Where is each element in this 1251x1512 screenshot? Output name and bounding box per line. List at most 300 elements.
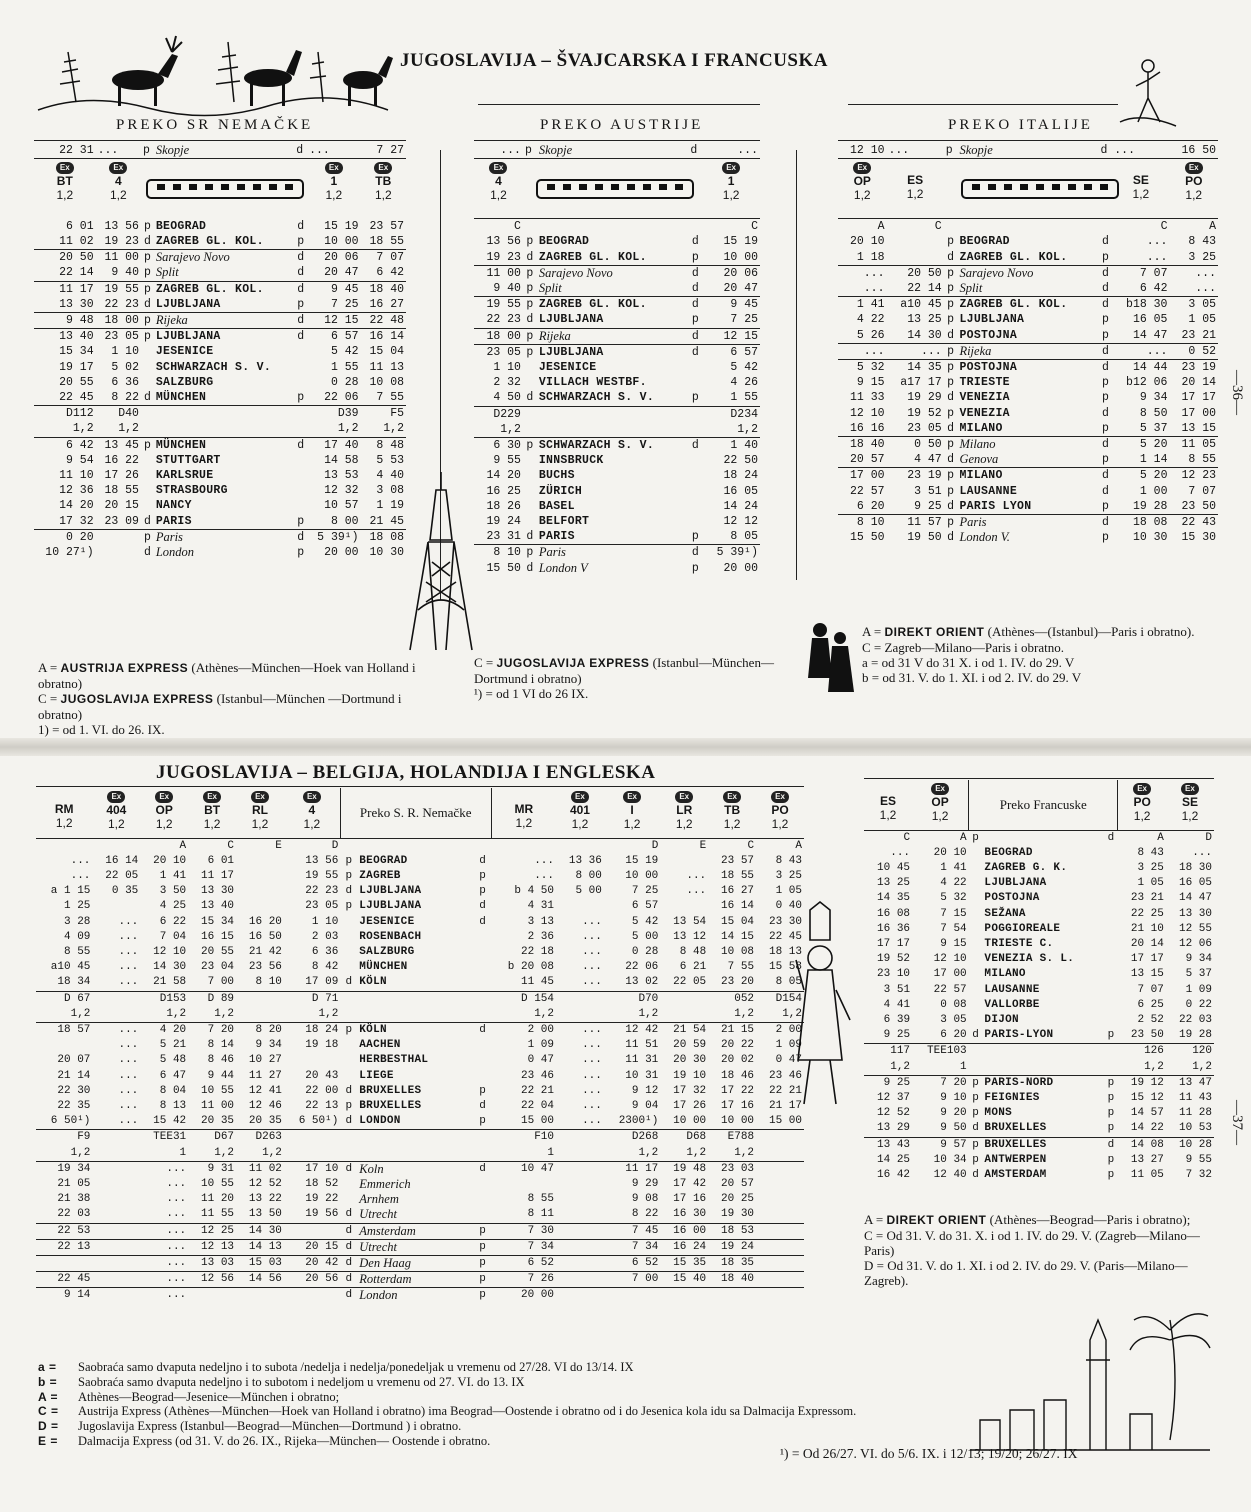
cell: 20 15: [284, 1239, 340, 1255]
cell: ...: [118, 1069, 139, 1082]
cell: 4 41: [883, 998, 911, 1011]
cell: [523, 453, 537, 468]
cell: ZAGREB G. K.: [984, 861, 1068, 874]
cell: 7 07: [1137, 983, 1164, 996]
cell: d: [972, 1122, 979, 1135]
cell: 12 36: [59, 484, 94, 498]
cell: p: [1104, 1075, 1118, 1091]
cell: [357, 1130, 474, 1146]
cell: 1,2: [337, 422, 359, 436]
cell: 19 28: [1132, 499, 1168, 513]
cell: d: [526, 530, 534, 544]
cell: 8 00: [575, 869, 602, 882]
cell: Skopje: [959, 143, 993, 157]
cell: 052: [708, 991, 756, 1007]
cell: 17 22: [721, 1084, 755, 1097]
cell: 6 36: [111, 375, 139, 389]
table-row: [864, 922, 1214, 937]
cell: p: [523, 438, 537, 454]
cell: 6 42: [376, 266, 404, 280]
cell: d: [690, 144, 698, 157]
cell: 9 55: [493, 454, 521, 468]
express-icon: Ex: [109, 162, 127, 174]
table-row: [34, 219, 406, 234]
cell: [523, 422, 537, 438]
cell: 9 55: [1185, 1153, 1212, 1166]
cell: 2 03: [311, 930, 339, 943]
dancers-illustration: [800, 618, 860, 708]
cell: [474, 1192, 491, 1207]
cell: [141, 498, 154, 513]
cell: LIEGE: [359, 1069, 394, 1082]
cell: ANTWERPEN: [984, 1153, 1047, 1166]
footnotes: [38, 1360, 938, 1449]
cell: [236, 1288, 284, 1304]
cell: C: [708, 838, 756, 854]
cell: [294, 406, 307, 422]
cell: ...: [582, 1054, 602, 1067]
table-row: [474, 499, 760, 514]
cell: 1 41: [159, 869, 187, 882]
cell: 22 13: [36, 1239, 92, 1255]
cell: 10 08: [721, 945, 755, 958]
train-class: 1,2: [723, 817, 741, 831]
table-row: [474, 265, 760, 281]
cell: 0 40: [775, 900, 802, 913]
footnote-text: Dalmacija Express (od 31. V. do 26. IX., Rijeka—München— Oostende i obratno.: [78, 1433, 491, 1448]
cell: 14 24: [723, 499, 758, 513]
cell: [92, 1288, 140, 1304]
cell: 22 23: [486, 313, 521, 327]
eiffel-tower-illustration: [396, 470, 486, 660]
cell: [969, 967, 983, 982]
cell: [556, 1288, 604, 1304]
cell: Skopje: [538, 143, 573, 157]
cell: 21 58: [153, 976, 187, 989]
cell: 22 04: [521, 1099, 555, 1112]
cell: 1 55: [330, 360, 359, 374]
cell: 22 21: [521, 1084, 555, 1097]
cell: [236, 854, 284, 869]
cell: 0 08: [940, 998, 967, 1011]
cell: KARLSRUE: [155, 468, 214, 482]
cell: [474, 960, 491, 975]
cell: [294, 421, 307, 437]
footnote-item: [38, 1375, 938, 1390]
table-row: [36, 1239, 804, 1255]
cell: [1104, 891, 1118, 906]
table-row: [838, 484, 1218, 499]
cell: 1,2: [737, 422, 758, 436]
via-label: Preko S. R. Nemačke: [340, 788, 491, 838]
cell: p: [1107, 1029, 1115, 1042]
cell: ...: [166, 1193, 187, 1206]
cell: MÜNCHEN: [359, 961, 408, 974]
cell: 9 14: [36, 1288, 92, 1304]
cell: C: [864, 830, 912, 846]
cell: 19 30: [721, 1208, 755, 1221]
cell: 15 04: [721, 915, 755, 928]
cell: 22 06: [625, 961, 659, 974]
cell: [141, 406, 154, 422]
cell: 21 15: [708, 1022, 756, 1038]
cell: 12 10: [153, 945, 187, 958]
cell: 16 14: [721, 900, 755, 913]
timetable-body: [474, 219, 760, 576]
table-row: [36, 1255, 804, 1271]
cell: Sarajevo Novo: [537, 265, 689, 281]
cell: 10 00: [625, 869, 659, 882]
cell: p: [345, 900, 353, 913]
cell: 18 00: [474, 328, 523, 344]
cell: 1,2: [214, 1146, 235, 1159]
footnote-key: D =: [38, 1419, 59, 1434]
cell: Koln: [357, 1161, 474, 1177]
cell: 14 47: [1178, 892, 1212, 905]
train-class: 1,2: [374, 188, 392, 203]
cell: p: [479, 869, 486, 882]
cell: 23 57: [369, 219, 404, 233]
cell: p: [947, 313, 955, 327]
cell: p: [1101, 250, 1109, 264]
cell: 8 42: [311, 961, 339, 974]
cell: d: [345, 1115, 353, 1128]
hiker-illustration: [1118, 52, 1178, 132]
cell: 1 41: [838, 297, 887, 313]
cell: [688, 514, 702, 529]
cell: 15 00: [521, 1115, 555, 1128]
cell: 22 00: [305, 1084, 339, 1097]
table-row: [474, 219, 760, 235]
cell: LJUBLJANA: [359, 885, 422, 898]
cell: 20 57: [721, 1177, 755, 1190]
cell: [556, 1007, 604, 1023]
cell: VENEZIA: [959, 406, 1010, 420]
cell: p: [947, 282, 955, 296]
cell: 22 14: [59, 266, 94, 280]
train-class: 1,2: [303, 817, 321, 831]
cell: 11 00: [201, 1099, 235, 1112]
cell: 16 08: [877, 907, 911, 920]
cell: 22 48: [361, 312, 406, 328]
cell: 20 55: [59, 375, 94, 389]
section-heading-austrije: PREKO AUSTRIJE: [540, 117, 704, 133]
timetable-preko-nemacke: [34, 143, 406, 560]
cell: d: [294, 529, 307, 545]
footnote-item: [38, 1419, 938, 1434]
legend-text: (Istanbul—München—Dortmund i obratno): [474, 655, 774, 686]
cell: 9 45: [307, 281, 361, 297]
cell: 18 24: [723, 469, 758, 483]
cell: 8 55: [1188, 453, 1216, 467]
cell: 13 27: [1130, 1153, 1164, 1166]
train-code: 1: [330, 174, 338, 189]
cell: 16 27: [369, 297, 404, 311]
cell: D154: [756, 991, 804, 1007]
cell: p: [142, 144, 150, 157]
cell: [688, 422, 702, 438]
cell: D263: [236, 1130, 284, 1146]
cell: [969, 846, 983, 861]
page-title-bottom: JUGOSLAVIJA – BELGIJA, HOLANDIJA I ENGLESKA: [156, 762, 656, 783]
table-row: [36, 1069, 804, 1084]
cell: 23 05: [96, 329, 141, 345]
cell: LJUBLJANA: [155, 297, 221, 311]
cell: [357, 1146, 474, 1162]
express-icon: Ex: [771, 791, 789, 803]
cell: 18 57: [36, 1022, 92, 1038]
cell: 17 17: [1130, 953, 1164, 966]
cell: LJUBLJANA: [959, 313, 1025, 327]
legend-key: C =: [864, 1228, 884, 1243]
cell: d: [294, 281, 307, 297]
cell: 7 00: [604, 1272, 660, 1288]
cell: p: [1107, 1091, 1115, 1104]
cell: 9 08: [631, 1193, 659, 1206]
cell: [474, 1207, 491, 1223]
cell: p: [1107, 1168, 1115, 1181]
cell: [294, 375, 307, 390]
table-row: [36, 930, 804, 945]
cell: 18 55: [369, 234, 404, 248]
cell: 1 05: [775, 885, 802, 898]
cell: 5 32: [940, 892, 967, 905]
table-row: [864, 952, 1214, 967]
table-row: [474, 375, 760, 390]
cell: d: [1099, 343, 1113, 359]
cell: ZAGREB GL. KOL.: [537, 297, 689, 313]
train-class: 1,2: [515, 816, 533, 830]
cell: LJUBLJANA: [359, 900, 422, 913]
table-row: [36, 1272, 804, 1288]
cell: LAUSANNE: [959, 484, 1018, 498]
table-row: [34, 234, 406, 250]
cell: SCHWARZACH S. V.: [538, 391, 655, 405]
cell: ...: [70, 854, 91, 867]
cell: ...: [1146, 250, 1168, 264]
train-code: PO: [1133, 795, 1151, 809]
cell: [556, 838, 604, 854]
cell: 11 00: [474, 265, 523, 281]
cell: [474, 1130, 491, 1146]
table-row: [838, 297, 1218, 313]
cell: F10: [491, 1130, 556, 1146]
cell: p: [340, 1022, 357, 1038]
cell: [340, 915, 357, 930]
cell: F5: [361, 406, 406, 422]
train-code: 4: [495, 174, 502, 189]
cell: 6 01: [207, 854, 235, 867]
table-row: [34, 406, 406, 422]
table-row: [838, 375, 1218, 390]
cell: p: [944, 343, 958, 359]
cell: 7 04: [159, 930, 187, 943]
cell: 17 42: [673, 1177, 707, 1190]
cell: ...: [686, 869, 707, 882]
cell: p: [1101, 328, 1109, 342]
cell: 22 53: [36, 1223, 92, 1239]
table-row: [36, 884, 804, 899]
cell: 11 17: [604, 1161, 660, 1177]
cell: d: [143, 514, 151, 528]
table-row: [474, 438, 760, 454]
cell: 22 14: [907, 282, 942, 296]
cell: 22 23: [305, 885, 339, 898]
cell: 13 25: [877, 877, 911, 890]
cell: D153: [140, 991, 188, 1007]
cell: [660, 899, 708, 914]
cell: E788: [708, 1130, 756, 1146]
cell: Amsterdam: [357, 1223, 474, 1239]
cell: Rijeka: [154, 312, 294, 328]
cell: 2 00: [491, 1022, 556, 1038]
cell: d: [143, 390, 151, 404]
cell: 1 55: [730, 391, 758, 405]
cell: 18 08: [1112, 515, 1169, 531]
cell: p: [141, 529, 154, 545]
cell: ...: [166, 1177, 187, 1190]
legend-text: od 31 V do 31 X. i od 1. IV. do 29. V: [881, 655, 1075, 670]
cell: 6 57: [702, 344, 760, 360]
cell: d: [691, 235, 699, 249]
cell: TEE31: [140, 1130, 188, 1146]
cell: [1104, 922, 1118, 937]
cell: 22 35: [57, 1099, 91, 1112]
cell: [92, 1207, 140, 1223]
cell: d: [345, 885, 353, 898]
cell: VILLACH WESTBF.: [538, 376, 647, 390]
cell: D39: [307, 406, 361, 422]
cell: 8 10: [474, 545, 523, 561]
cell: [284, 1053, 340, 1068]
legend-item: [864, 1258, 1214, 1288]
cell: 23 03: [708, 1161, 756, 1177]
cell: [969, 907, 983, 922]
cell: 12 10: [849, 144, 885, 157]
cell: 2 36: [527, 930, 555, 943]
cell: d: [340, 1288, 357, 1304]
table-row: [34, 375, 406, 390]
cell: 10 53: [1178, 1122, 1212, 1135]
table-row: [474, 297, 760, 313]
cell: 1 14: [1139, 453, 1168, 467]
cell: 10 27: [248, 1054, 282, 1067]
cell: [604, 1288, 660, 1304]
train-code: ES: [880, 794, 897, 808]
cell: 9 10: [940, 1091, 967, 1104]
cell: 23 05: [907, 421, 942, 435]
legend-item: [862, 670, 1232, 685]
cell: p: [526, 235, 534, 249]
cell: 1,2: [166, 1007, 187, 1020]
cell: [556, 1223, 604, 1239]
cell: p: [944, 265, 958, 281]
train-code: TB: [375, 174, 392, 189]
cell: [523, 484, 537, 499]
cell: d: [1099, 360, 1113, 376]
express-icon: Ex: [203, 791, 221, 803]
legend-text: Od 31. V. do 1. XI. i od 2. IV. do 29. V. (Paris—Milano—Zagreb).: [864, 1258, 1188, 1288]
train-class: 1,2: [1181, 809, 1199, 823]
cell: [340, 1192, 357, 1207]
legend-text: od 1 VI do 26 IX.: [496, 686, 589, 701]
cell: [294, 453, 307, 468]
cell: 7 25: [730, 313, 758, 327]
express-icon: Ex: [155, 791, 173, 803]
cell: p: [523, 297, 537, 313]
cell: 20 10: [153, 854, 187, 867]
cell: 19 48: [660, 1161, 708, 1177]
cell: [1104, 937, 1118, 952]
cell: 11 05: [1169, 437, 1218, 453]
cell: ZAGREB GL. KOL.: [959, 250, 1068, 264]
cell: 4 40: [376, 468, 404, 482]
cell: p: [297, 390, 305, 404]
cell: 5 00: [575, 885, 602, 898]
cell: ZAGREB GL. KOL.: [154, 281, 294, 297]
header-row: [474, 159, 760, 219]
cell: d: [526, 391, 534, 405]
cell: [887, 250, 944, 266]
cell: 22 45: [59, 390, 94, 404]
train-class: 1,2: [906, 187, 924, 202]
cell: [756, 1288, 804, 1304]
cell: BELFORT: [538, 515, 590, 529]
cell: 18 53: [708, 1223, 756, 1239]
table-row: [36, 1022, 804, 1038]
cell: 20 30: [673, 1054, 707, 1067]
cell: 12 46: [248, 1099, 282, 1112]
cell: [491, 838, 556, 854]
cell: a17 17: [900, 376, 942, 390]
cell: 23 05: [474, 344, 523, 360]
cell: d: [479, 854, 486, 867]
cell: 1,2: [782, 1007, 802, 1020]
table-row: [474, 422, 760, 438]
cell: London V: [538, 560, 588, 575]
cell: 9 40: [493, 282, 521, 296]
cell: 18 00: [96, 312, 141, 328]
cell: 16 05: [1178, 877, 1212, 890]
table-row: [36, 1099, 804, 1114]
cell: d: [340, 1223, 357, 1239]
train-class: 1,2: [771, 817, 789, 831]
cell: 2 32: [493, 376, 521, 390]
cell: [756, 1207, 804, 1223]
cell: 20 50: [34, 250, 96, 266]
cell: SCHWARZACH S. V.: [155, 360, 272, 374]
cell: d: [1099, 515, 1113, 531]
cell: 8 50: [1139, 406, 1168, 420]
timetable-preko-austrije: [474, 143, 760, 576]
train-class: 1,2: [155, 817, 173, 831]
cell: [969, 1044, 983, 1060]
cell: 3 51: [914, 484, 942, 498]
cell: D229: [474, 406, 523, 422]
cell: 5 48: [159, 1054, 187, 1067]
cell: 1,2: [1144, 1060, 1164, 1073]
table-row: [36, 1161, 804, 1177]
cell: 18 24: [284, 1022, 340, 1038]
cell: d: [947, 531, 955, 545]
train-class: 1,2: [1133, 809, 1151, 823]
cell: D 89: [188, 991, 236, 1007]
cell: 3 13: [527, 915, 555, 928]
cell: 20 25: [721, 1193, 755, 1206]
footnote-item: [38, 1390, 938, 1405]
cell: 18 13: [768, 945, 802, 958]
cell: 1 10: [111, 345, 139, 359]
